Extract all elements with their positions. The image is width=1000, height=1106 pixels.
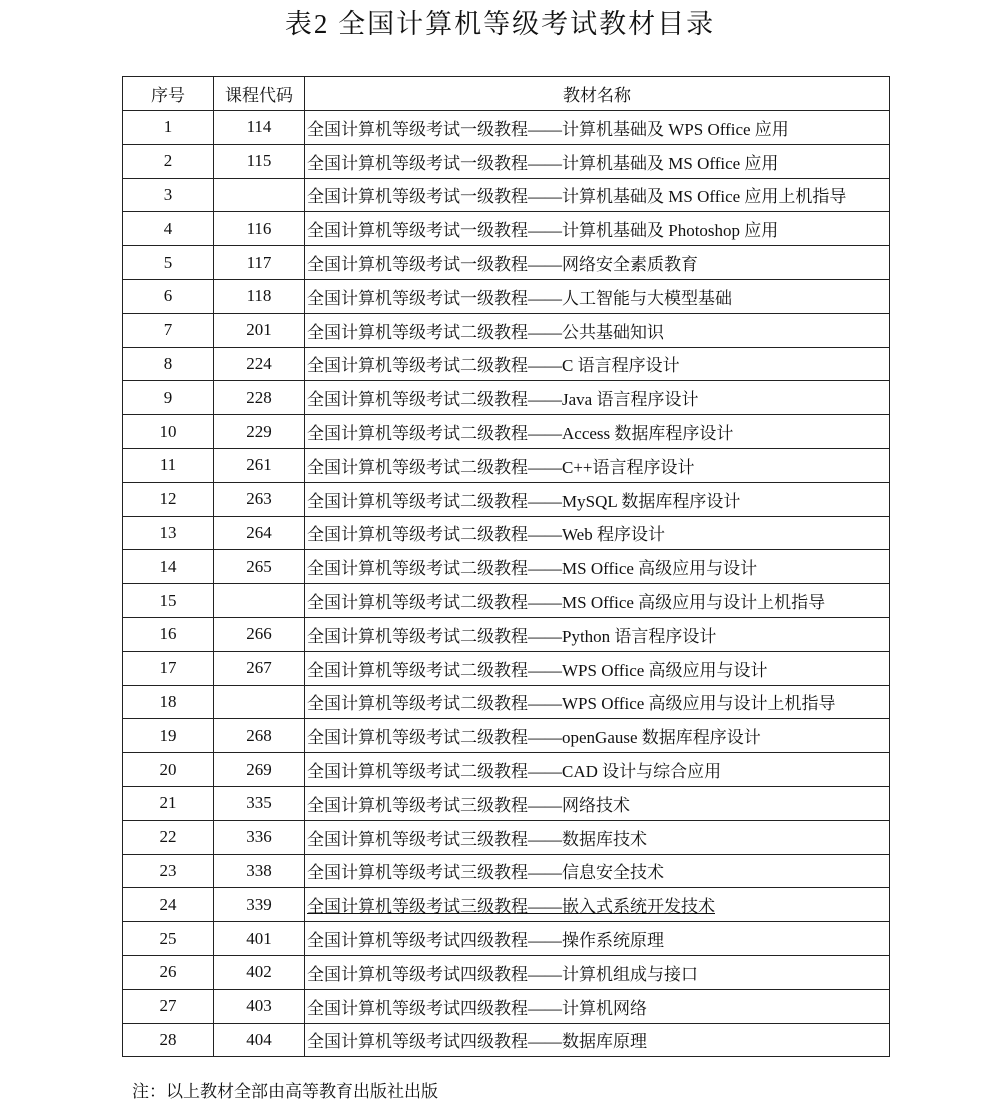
course-code-cell: 114 (214, 111, 305, 145)
table-row (123, 212, 890, 246)
course-code-cell: 339 (214, 888, 305, 922)
textbook-name-cell: 全国计算机等级考试四级教程——数据库原理 (305, 1023, 890, 1057)
table-row (123, 178, 890, 212)
table-row (123, 415, 890, 449)
textbook-name-cell: 全国计算机等级考试二级教程——WPS Office 高级应用与设计上机指导 (305, 685, 890, 719)
table-row (123, 584, 890, 618)
serial-cell: 21 (123, 786, 214, 820)
serial-cell: 3 (123, 178, 214, 212)
textbook-name-cell: 全国计算机等级考试二级教程——Access 数据库程序设计 (305, 415, 890, 449)
table-row (123, 313, 890, 347)
serial-cell: 10 (123, 415, 214, 449)
textbook-name-cell: 全国计算机等级考试四级教程——计算机组成与接口 (305, 955, 890, 989)
serial-cell: 19 (123, 719, 214, 753)
table-row (123, 111, 890, 145)
table-row (123, 786, 890, 820)
table-row (123, 617, 890, 651)
serial-cell: 22 (123, 820, 214, 854)
serial-cell: 8 (123, 347, 214, 381)
textbook-name-cell: 全国计算机等级考试二级教程——C++语言程序设计 (305, 448, 890, 482)
table-row (123, 922, 890, 956)
textbook-name-cell: 全国计算机等级考试一级教程——计算机基础及 MS Office 应用 (305, 144, 890, 178)
textbook-name-cell: 全国计算机等级考试二级教程——C 语言程序设计 (305, 347, 890, 381)
serial-cell: 2 (123, 144, 214, 178)
course-code-cell: 201 (214, 313, 305, 347)
course-code-cell: 266 (214, 617, 305, 651)
serial-cell: 6 (123, 279, 214, 313)
table-row (123, 989, 890, 1023)
table-row (123, 888, 890, 922)
table-row (123, 685, 890, 719)
course-code-cell: 228 (214, 381, 305, 415)
serial-cell: 25 (123, 922, 214, 956)
course-code-cell: 402 (214, 955, 305, 989)
textbook-name-cell: 全国计算机等级考试三级教程——嵌入式系统开发技术 (305, 888, 890, 922)
serial-cell: 18 (123, 685, 214, 719)
table-row (123, 246, 890, 280)
table-row (123, 448, 890, 482)
textbook-name-cell: 全国计算机等级考试一级教程——计算机基础及 WPS Office 应用 (305, 111, 890, 145)
course-code-cell: 117 (214, 246, 305, 280)
course-code-cell: 403 (214, 989, 305, 1023)
header-serial: 序号 (123, 77, 214, 111)
serial-cell: 23 (123, 854, 214, 888)
serial-cell: 26 (123, 955, 214, 989)
textbook-name-cell: 全国计算机等级考试三级教程——信息安全技术 (305, 854, 890, 888)
textbook-name-cell: 全国计算机等级考试三级教程——网络技术 (305, 786, 890, 820)
textbook-name-cell: 全国计算机等级考试一级教程——网络安全素质教育 (305, 246, 890, 280)
textbook-name-cell: 全国计算机等级考试二级教程——MySQL 数据库程序设计 (305, 482, 890, 516)
textbook-name-cell: 全国计算机等级考试二级教程——公共基础知识 (305, 313, 890, 347)
header-textbook-name: 教材名称 (305, 77, 890, 111)
course-code-cell (214, 178, 305, 212)
course-code-cell: 404 (214, 1023, 305, 1057)
serial-cell: 7 (123, 313, 214, 347)
textbook-name-cell: 全国计算机等级考试一级教程——计算机基础及 MS Office 应用上机指导 (305, 178, 890, 212)
course-code-cell: 401 (214, 922, 305, 956)
serial-cell: 1 (123, 111, 214, 145)
textbook-name-cell: 全国计算机等级考试二级教程——MS Office 高级应用与设计上机指导 (305, 584, 890, 618)
serial-cell: 4 (123, 212, 214, 246)
serial-cell: 15 (123, 584, 214, 618)
table-row (123, 719, 890, 753)
table-row (123, 854, 890, 888)
course-code-cell: 229 (214, 415, 305, 449)
serial-cell: 16 (123, 617, 214, 651)
table-row (123, 651, 890, 685)
table-row (123, 1023, 890, 1057)
textbook-name-cell: 全国计算机等级考试二级教程——MS Office 高级应用与设计 (305, 550, 890, 584)
header-course-code: 课程代码 (214, 77, 305, 111)
serial-cell: 14 (123, 550, 214, 584)
course-code-cell (214, 584, 305, 618)
course-code-cell: 267 (214, 651, 305, 685)
textbook-name-cell: 全国计算机等级考试二级教程——Python 语言程序设计 (305, 617, 890, 651)
textbook-name-cell: 全国计算机等级考试一级教程——人工智能与大模型基础 (305, 279, 890, 313)
serial-cell: 17 (123, 651, 214, 685)
table-row (123, 144, 890, 178)
page-title: 表2 全国计算机等级考试教材目录 (284, 9, 716, 39)
course-code-cell: 224 (214, 347, 305, 381)
textbook-name-cell: 全国计算机等级考试一级教程——计算机基础及 Photoshop 应用 (305, 212, 890, 246)
course-code-cell: 263 (214, 482, 305, 516)
course-code-cell: 336 (214, 820, 305, 854)
course-code-cell: 118 (214, 279, 305, 313)
course-code-cell: 268 (214, 719, 305, 753)
textbook-name-cell: 全国计算机等级考试四级教程——计算机网络 (305, 989, 890, 1023)
table-row (123, 381, 890, 415)
textbook-name-cell: 全国计算机等级考试二级教程——CAD 设计与综合应用 (305, 753, 890, 787)
serial-cell: 24 (123, 888, 214, 922)
serial-cell: 27 (123, 989, 214, 1023)
course-code-cell: 115 (214, 144, 305, 178)
serial-cell: 28 (123, 1023, 214, 1057)
table-row (123, 753, 890, 787)
serial-cell: 5 (123, 246, 214, 280)
course-code-cell: 338 (214, 854, 305, 888)
table-row (123, 347, 890, 381)
table-row (123, 516, 890, 550)
serial-cell: 13 (123, 516, 214, 550)
serial-cell: 20 (123, 753, 214, 787)
table-row (123, 550, 890, 584)
table-row (123, 955, 890, 989)
course-code-cell: 261 (214, 448, 305, 482)
course-code-cell: 335 (214, 786, 305, 820)
course-code-cell: 116 (214, 212, 305, 246)
serial-cell: 9 (123, 381, 214, 415)
table-row (123, 820, 890, 854)
course-code-cell (214, 685, 305, 719)
course-code-cell: 264 (214, 516, 305, 550)
textbook-name-cell: 全国计算机等级考试二级教程——Web 程序设计 (305, 516, 890, 550)
footnote: 注：以上教材全部由高等教育出版社出版 (132, 1082, 438, 1101)
textbook-name-cell: 全国计算机等级考试二级教程——WPS Office 高级应用与设计 (305, 651, 890, 685)
table-row (123, 279, 890, 313)
textbook-name-cell: 全国计算机等级考试三级教程——数据库技术 (305, 820, 890, 854)
textbook-name-cell: 全国计算机等级考试四级教程——操作系统原理 (305, 922, 890, 956)
serial-cell: 12 (123, 482, 214, 516)
course-code-cell: 265 (214, 550, 305, 584)
textbook-name-cell: 全国计算机等级考试二级教程——openGause 数据库程序设计 (305, 719, 890, 753)
course-code-cell: 269 (214, 753, 305, 787)
table-body (123, 111, 890, 1057)
table-header-row (123, 77, 890, 111)
serial-cell: 11 (123, 448, 214, 482)
table-row (123, 482, 890, 516)
textbook-name-cell: 全国计算机等级考试二级教程——Java 语言程序设计 (305, 381, 890, 415)
textbook-table (122, 76, 890, 1057)
